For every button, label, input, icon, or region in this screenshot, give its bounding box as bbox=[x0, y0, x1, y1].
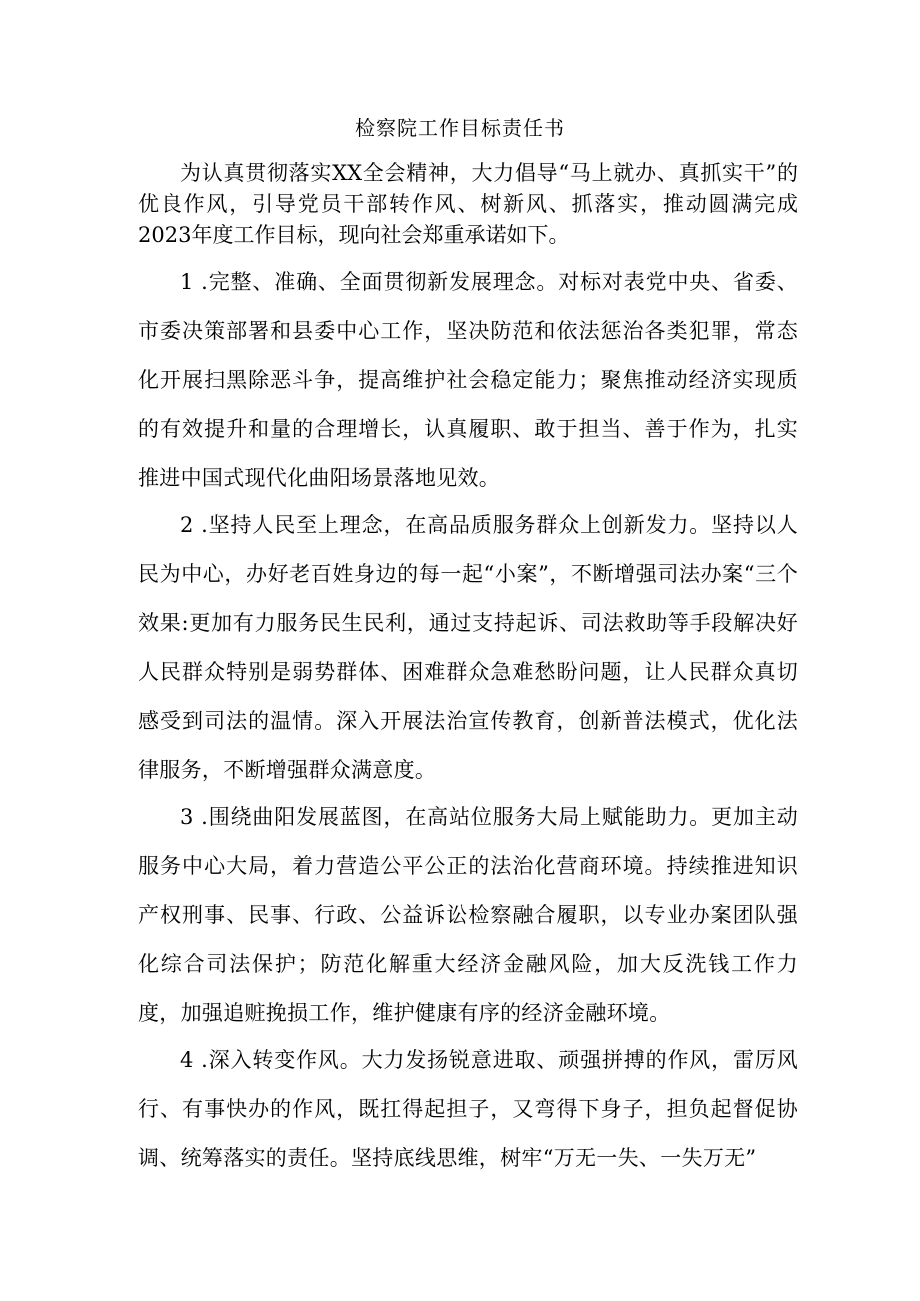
commitment-item-1: 1 .完整、准确、全面贯彻新发展理念。对标对表党中央、省委、市委决策部署和县委中心工作，坚决防范和依法惩治各类犯罪，常态化开展扫黑除恶斗争，提高维护社会稳定能力；聚焦推动经济实现质的有效提升和量的合理增长，认真履职、敢于担当、善于作为，扎实推进中国式现代化曲阳场景落地见效。 bbox=[138, 270, 798, 490]
commitment-item-2: 2 .坚持人民至上理念，在高品质服务群众上创新发力。坚持以人民为中心，办好老百姓身边的每一起“小案”，不断增强司法办案“三个效果:更加有力服务民生民利，通过支持起诉、司法救助等手段解决好人民群众特别是弱势群体、困难群众急难愁盼问题，让人民群众真切感受到司法的温情。深入开展法治宣传教育，创新普法模式，优化法律服务，不断增强群众满意度。 bbox=[138, 513, 798, 782]
intro-paragraph: 为认真贯彻落实XX全会精神，大力倡导“马上就办、真抓实干”的优良作风，引导党员干部转作风、树新风、抓落实，推动圆满完成2023年度工作目标，现向社会郑重承诺如下。 bbox=[138, 161, 798, 247]
commitment-item-4: 4 .深入转变作风。大力发扬锐意进取、顽强拼搏的作风，雷厉风行、有事快办的作风，既扛得起担子，又弯得下身子，担负起督促协调、统筹落实的责任。坚持底线思维，树牢“万无一失、一失万无” bbox=[138, 1048, 798, 1170]
commitment-item-3: 3 .围绕曲阳发展蓝图，在高站位服务大局上赋能助力。更加主动服务中心大局，着力营造公平公正的法治化营商环境。持续推进知识产权刑事、民事、行政、公益诉讼检察融合履职，以专业办案团队强化综合司法保护；防范化解重大经济金融风险，加大反洗钱工作力度，加强追赃挽损工作，维护健康有序的经济金融环境。 bbox=[138, 805, 798, 1025]
document-title: 检察院工作目标责任书 bbox=[355, 116, 565, 140]
